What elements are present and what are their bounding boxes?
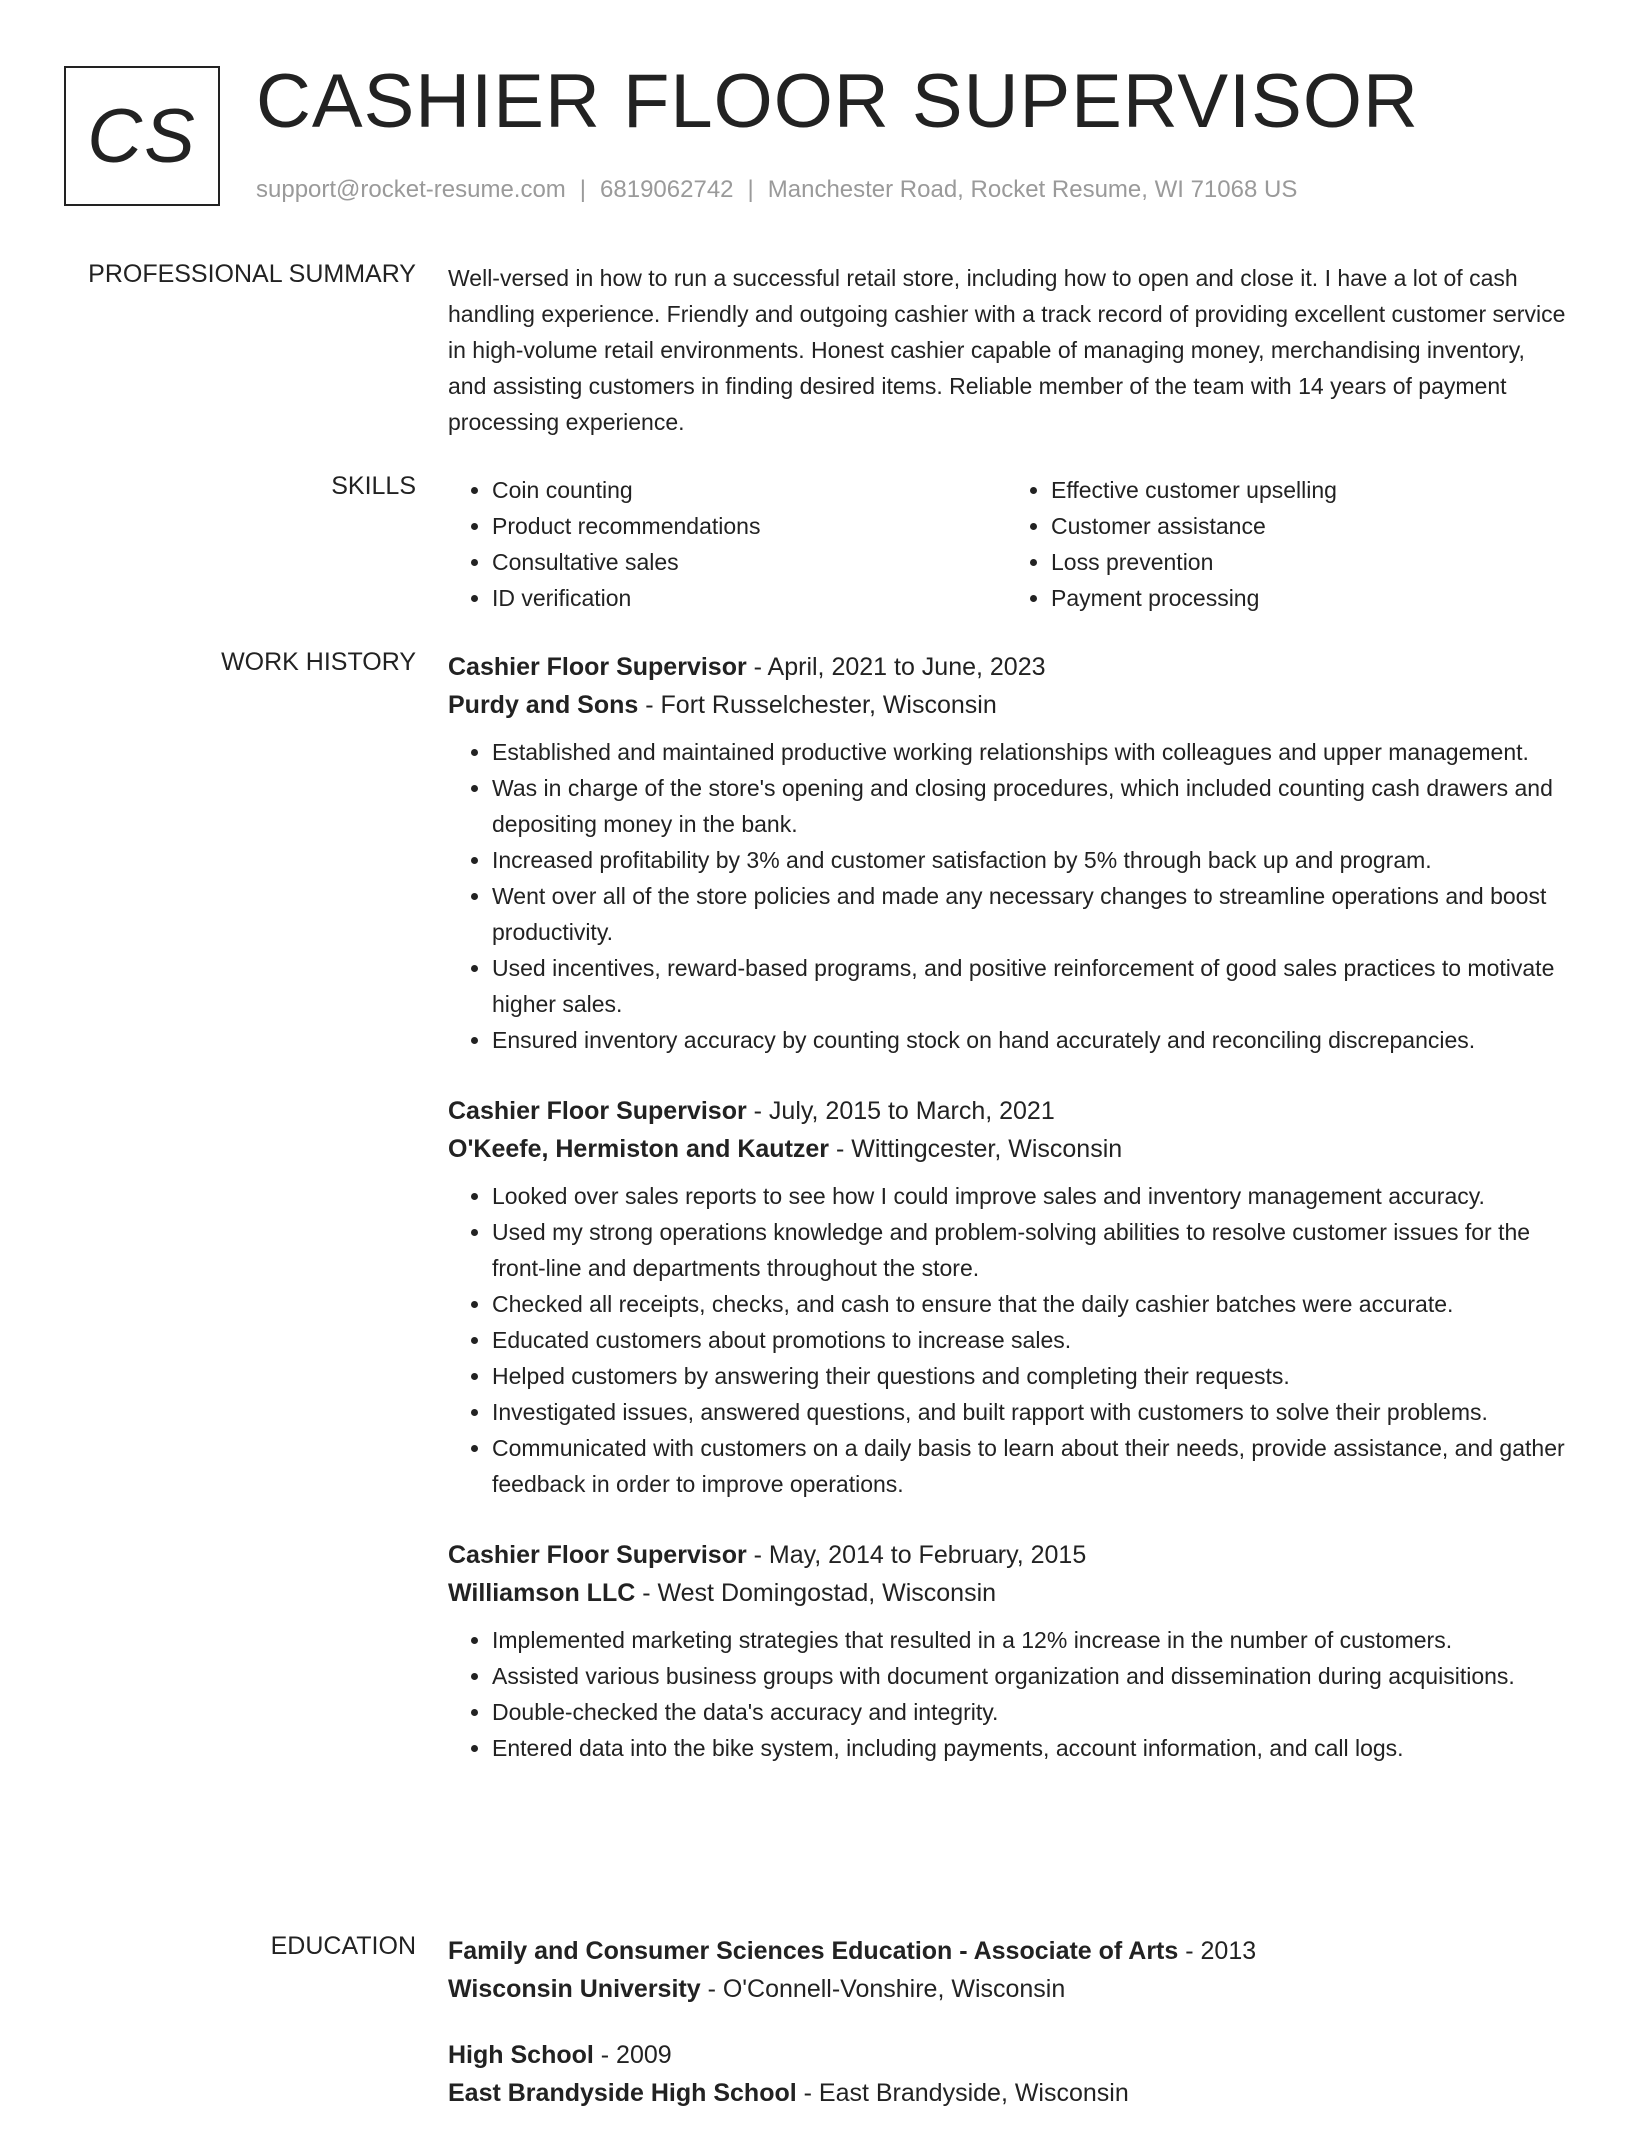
contact-address: Manchester Road, Rocket Resume, WI 71068 US	[767, 176, 1298, 203]
skills-heading: SKILLS	[331, 472, 416, 500]
job-company: Williamson LLC	[448, 1579, 636, 1607]
job-company: O'Keefe, Hermiston and Kautzer	[448, 1135, 830, 1163]
job-bullet: • Used my strong operations knowledge and problem-solving abilities to resolve customer issues for the front-line and departments throughout the store.	[492, 1214, 1566, 1286]
job-location: - Fort Russelchester, Wisconsin	[638, 691, 997, 719]
summary-heading: PROFESSIONAL SUMMARY	[88, 260, 416, 288]
job-bullet: • Investigated issues, answered questions, and built rapport with customers to solve their problems.	[492, 1394, 1566, 1430]
contact-separator: |	[747, 176, 754, 203]
education-degree-line	[448, 1932, 1566, 1970]
job-bullet: • Entered data into the bike system, including payments, account information, and call logs.	[492, 1730, 1566, 1766]
job-bullet: • Ensured inventory accuracy by counting stock on hand accurately and reconciling discrepancies.	[492, 1022, 1566, 1058]
job-title: Cashier Floor Supervisor	[448, 1541, 747, 1569]
job-bullet: • Went over all of the store policies and made any necessary changes to streamline operations and boost productivity.	[492, 878, 1566, 950]
education-school: East Brandyside High School	[448, 2079, 797, 2107]
education-degree: Family and Consumer Sciences Education - Associate of Arts	[448, 1937, 1179, 1965]
skill-item: • Product recommendations	[492, 508, 1007, 544]
job-bullet: • Implemented marketing strategies that resulted in a 12% increase in the number of customers.	[492, 1622, 1566, 1658]
work-history-heading: WORK HISTORY	[221, 648, 416, 676]
contact-phone[interactable]: 6819062742	[600, 176, 734, 203]
job-title-line	[448, 1536, 1566, 1574]
job-bullet: • Checked all receipts, checks, and cash to ensure that the daily cashier batches were accurate.	[492, 1286, 1566, 1322]
skill-item: • Coin counting	[492, 472, 1007, 508]
summary-text: Well-versed in how to run a successful retail store, including how to open and close it. I have a lot of cash handling experience. Friendly and outgoing cashier with a track record of providing excellent customer service in high-volume retail environments. Honest cashier capable of managing money, merchandising inventory, and assisting customers in finding desired items. Reliable member of the team with 14 years of payment processing experience.	[448, 265, 1566, 435]
contact-line	[256, 176, 1297, 204]
skill-item: • Payment processing	[1051, 580, 1566, 616]
job-company: Purdy and Sons	[448, 691, 639, 719]
job-title-line	[448, 1092, 1566, 1130]
education-location: - O'Connell-Vonshire, Wisconsin	[700, 1975, 1066, 2003]
job-bullet: • Used incentives, reward-based programs, and positive reinforcement of good sales practices to motivate higher sales.	[492, 950, 1566, 1022]
job-bullets	[448, 1622, 1566, 1766]
job-location: - West Domingostad, Wisconsin	[635, 1579, 997, 1607]
education-school-line	[448, 1970, 1566, 2008]
job-company-line	[448, 1574, 1566, 1612]
education-year: - 2013	[1178, 1937, 1257, 1965]
job-bullet: • Established and maintained productive working relationships with colleagues and upper management.	[492, 734, 1566, 770]
education-degree: High School	[448, 2041, 594, 2069]
skill-item: • Customer assistance	[1051, 508, 1566, 544]
job-bullet: • Double-checked the data's accuracy and integrity.	[492, 1694, 1566, 1730]
job-title: Cashier Floor Supervisor	[448, 653, 747, 681]
job-title: Cashier Floor Supervisor	[448, 1097, 747, 1125]
job-dates: - July, 2015 to March, 2021	[746, 1097, 1055, 1125]
education-location: - East Brandyside, Wisconsin	[796, 2079, 1129, 2107]
monogram-logo: CS	[64, 66, 220, 206]
contact-email[interactable]: support@rocket-resume.com	[256, 176, 566, 203]
job-bullet: • Increased profitability by 3% and customer satisfaction by 5% through back up and program.	[492, 842, 1566, 878]
job-bullets	[448, 1178, 1566, 1502]
skills-grid	[448, 472, 1566, 616]
skill-item: • Loss prevention	[1051, 544, 1566, 580]
skills-list-right	[1007, 472, 1566, 616]
job-entry	[448, 648, 1566, 1058]
job-bullet: • Communicated with customers on a daily basis to learn about their needs, provide assistance, and gather feedback in order to improve operations.	[492, 1430, 1566, 1502]
education-year: - 2009	[593, 2041, 672, 2069]
job-dates: - April, 2021 to June, 2023	[746, 653, 1046, 681]
skill-item: • ID verification	[492, 580, 1007, 616]
job-company-line	[448, 686, 1566, 724]
job-bullet: • Assisted various business groups with document organization and dissemination during acquisitions.	[492, 1658, 1566, 1694]
education-heading: EDUCATION	[270, 1932, 416, 1960]
job-company-line	[448, 1130, 1566, 1168]
education-school: Wisconsin University	[448, 1975, 701, 2003]
education-entry	[448, 2036, 1566, 2112]
page-title: CASHIER FLOOR SUPERVISOR	[256, 59, 1419, 144]
skill-item: • Consultative sales	[492, 544, 1007, 580]
job-bullet: • Looked over sales reports to see how I could improve sales and inventory management accuracy.	[492, 1178, 1566, 1214]
job-title-line	[448, 648, 1566, 686]
skills-list-left	[448, 472, 1007, 616]
job-bullet: • Helped customers by answering their questions and completing their requests.	[492, 1358, 1566, 1394]
education-school-line	[448, 2074, 1566, 2112]
job-bullet: • Was in charge of the store's opening and closing procedures, which included counting cash drawers and depositing money in the bank.	[492, 770, 1566, 842]
job-dates: - May, 2014 to February, 2015	[746, 1541, 1087, 1569]
skill-item: • Effective customer upselling	[1051, 472, 1566, 508]
job-location: - Wittingcester, Wisconsin	[829, 1135, 1123, 1163]
education-degree-line	[448, 2036, 1566, 2074]
job-entry	[448, 1092, 1566, 1502]
job-bullets	[448, 734, 1566, 1058]
education-entry	[448, 1932, 1566, 2008]
contact-separator: |	[579, 176, 587, 203]
job-bullet: • Educated customers about promotions to increase sales.	[492, 1322, 1566, 1358]
job-entry	[448, 1536, 1566, 1766]
